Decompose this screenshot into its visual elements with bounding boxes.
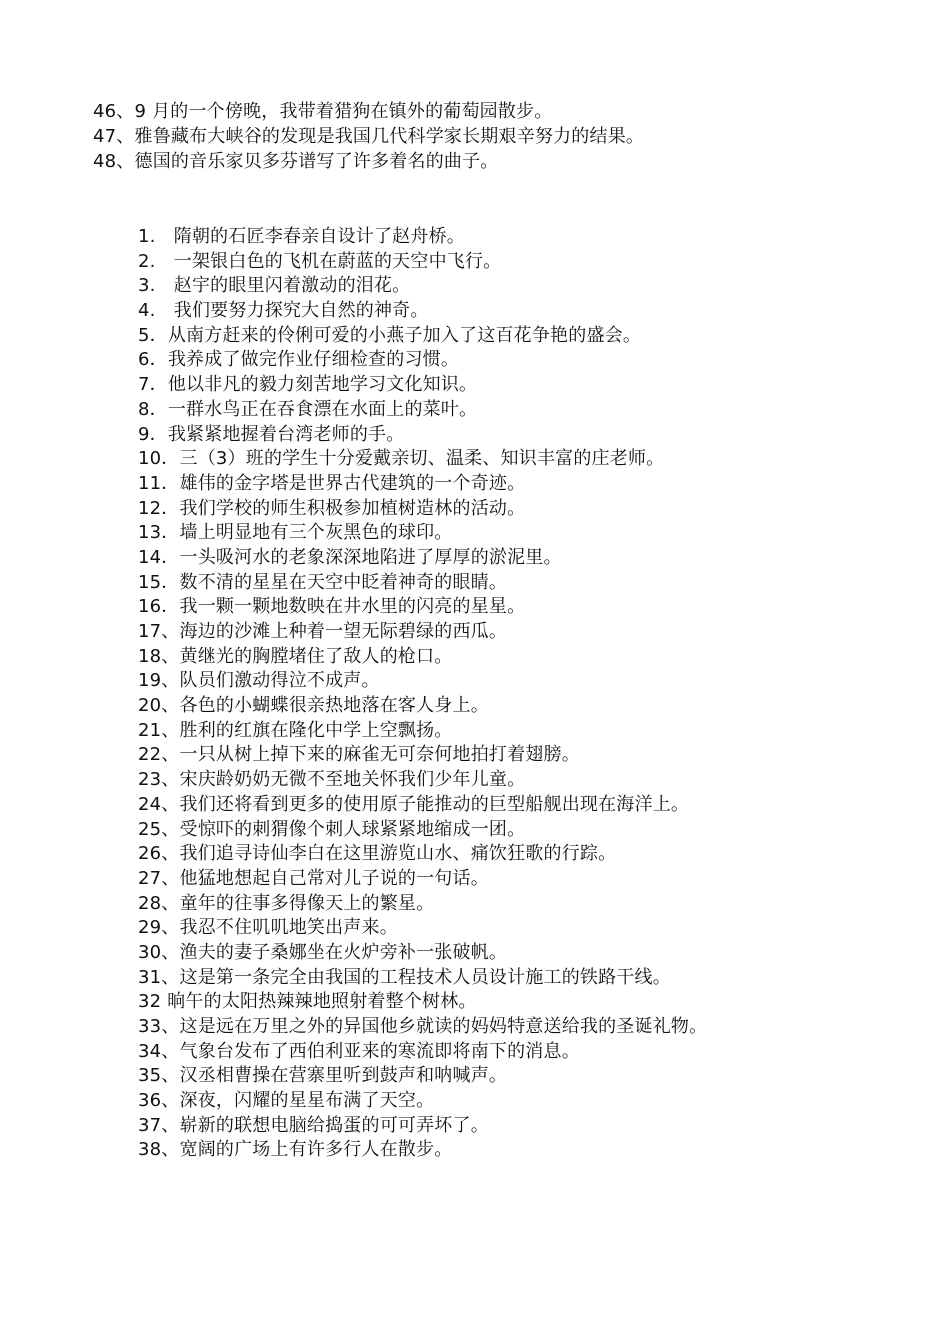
sentence-line: 10．三（3）班的学生十分爱戴亲切、温柔、知识丰富的庄老师。: [138, 448, 665, 470]
sentence-line: 36、深夜，闪耀的星星布满了天空。: [138, 1090, 435, 1112]
sentence-line: 37、崭新的联想电脑给捣蛋的可可弄坏了。: [138, 1114, 489, 1136]
sentence-line: 35、汉丞相曹操在营寨里听到鼓声和呐喊声。: [138, 1065, 508, 1087]
sentence-line: 7．他以非凡的毅力刻苦地学习文化知识。: [138, 374, 478, 396]
sentence-line: 13．墙上明显地有三个灰黑色的球印。: [138, 522, 453, 544]
sentence-line: 17、海边的沙滩上种着一望无际碧绿的西瓜。: [138, 621, 508, 642]
sentence-line: 9．我紧紧地握着台湾老师的手。: [138, 423, 405, 445]
sentence-line: 20、各色的小蝴蝶很亲热地落在客人身上。: [138, 695, 489, 717]
sentence-line: 11．雄伟的金字塔是世界古代建筑的一个奇迹。: [138, 472, 526, 494]
sentence-line: 38、宽阔的广场上有许多行人在散步。: [138, 1139, 453, 1161]
sentence-line: 6．我养成了做完作业仔细检查的习惯。: [138, 349, 460, 371]
sentence-list-main: [138, 225, 928, 1163]
sentence-line: 47、雅鲁藏布大峡谷的发现是我国几代科学家长期艰辛努力的结果。: [93, 125, 645, 147]
sentence-line: 48、德国的音乐家贝多芬谱写了许多着名的曲子。: [93, 150, 499, 172]
sentence-line: 2. 一架银白色的飞机在蔚蓝的天空中飞行。: [138, 250, 502, 272]
sentence-line: 23、宋庆龄奶奶无微不至地关怀我们少年儿童。: [138, 769, 526, 791]
sentence-line: 1. 隋朝的石匠李春亲自设计了赵舟桥。: [138, 226, 465, 247]
sentence-line: 46、9 月的一个傍晚，我带着猎狗在镇外的葡萄园散步。: [93, 101, 553, 122]
sentence-line: 28、童年的往事多得像天上的繁星。: [138, 892, 435, 914]
sentence-line: 4. 我们要努力探究大自然的神奇。: [138, 300, 429, 322]
sentence-line: 14．一头吸河水的老象深深地陷进了厚厚的淤泥里。: [138, 546, 562, 568]
sentence-line: 15．数不清的星星在天空中眨着神奇的眼睛。: [138, 571, 508, 593]
sentence-line: 18、黄继光的胸膛堵住了敌人的枪口。: [138, 645, 453, 667]
sentence-line: 26、我们追寻诗仙李白在这里游览山水、痛饮狂歌的行踪。: [138, 843, 617, 865]
sentence-line: 34、气象台发布了西伯利亚来的寒流即将南下的消息。: [138, 1040, 580, 1062]
sentence-line: 8．一群水鸟正在吞食漂在水面上的菜叶。: [138, 398, 478, 420]
sentence-line: 29、我忍不住叽叽地笑出声来。: [138, 917, 398, 939]
sentence-line: 12．我们学校的师生积极参加植树造林的活动。: [138, 497, 526, 519]
sentence-line: 25、受惊吓的刺猬像个刺人球紧紧地缩成一团。: [138, 818, 526, 840]
sentence-line: 24、我们还将看到更多的使用原子能推动的巨型船舰出现在海洋上。: [138, 793, 690, 815]
sentence-list-top: [93, 100, 913, 174]
sentence-line: 3. 赵宇的眼里闪着激动的泪花。: [138, 275, 411, 297]
sentence-line: 31、这是第一条完全由我国的工程技术人员设计施工的铁路干线。: [138, 966, 671, 988]
sentence-line: 21、胜利的红旗在隆化中学上空飘扬。: [138, 719, 453, 741]
sentence-line: 32 晌午的太阳热辣辣地照射着整个树林。: [138, 991, 477, 1013]
sentence-line: 22、一只从树上掉下来的麻雀无可奈何地拍打着翅膀。: [138, 744, 580, 766]
sentence-line: 27、他猛地想起自己常对儿子说的一句话。: [138, 867, 489, 889]
sentence-line: 5．从南方赶来的伶俐可爱的小燕子加入了这百花争艳的盛会。: [138, 324, 642, 346]
sentence-line: 30、渔夫的妻子桑娜坐在火炉旁补一张破帆。: [138, 941, 508, 963]
sentence-line: 16．我一颗一颗地数映在井水里的闪亮的星星。: [138, 596, 526, 618]
sentence-line: 33、这是远在万里之外的异国他乡就读的妈妈特意送给我的圣诞礼物。: [138, 1016, 708, 1037]
sentence-line: 19、队员们激动得泣不成声。: [138, 670, 380, 692]
